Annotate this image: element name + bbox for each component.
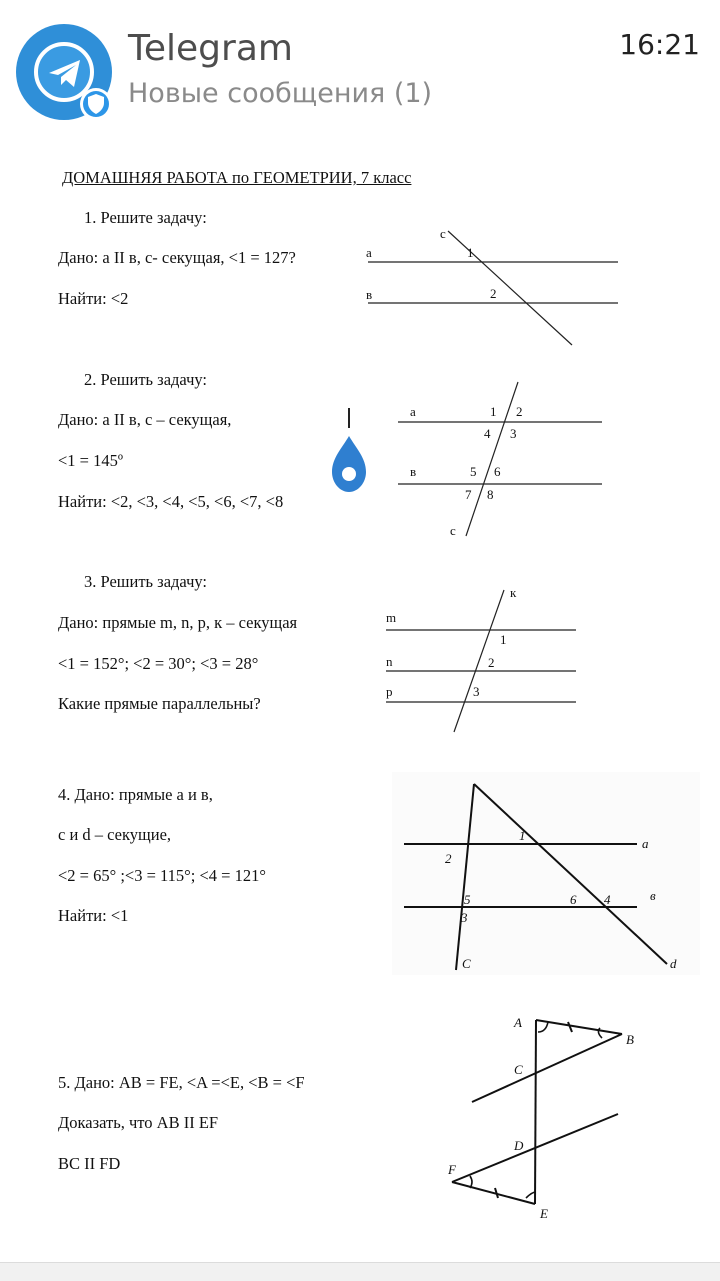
- task1-heading: 1. Решите задачу:: [84, 208, 207, 227]
- notification-subtitle: Новые сообщения (1): [128, 78, 433, 109]
- task2-label-4: 4: [484, 426, 491, 441]
- task1-label-2: 2: [490, 286, 497, 301]
- task4-label-b: в: [650, 888, 656, 903]
- task5-label-F: F: [448, 1162, 456, 1177]
- document-title: ДОМАШНЯЯ РАБОТА по ГЕОМЕТРИИ, 7 класс: [62, 168, 412, 187]
- notification-time: 16:21: [619, 28, 700, 61]
- task2-label-6: 6: [494, 464, 501, 479]
- notification-app-name: Telegram: [128, 28, 293, 69]
- task4-secants: с и d – секущие,: [58, 825, 172, 844]
- task2-label-a: а: [410, 404, 416, 419]
- task4-label-2: 2: [445, 851, 452, 866]
- task3-label-n: n: [386, 654, 393, 669]
- task5-line-ae: [535, 1020, 536, 1204]
- task3-question: Какие прямые параллельны?: [58, 694, 261, 713]
- task2-given: Дано: а II в, с – секущая,: [58, 410, 232, 429]
- task4-given: 4. Дано: прямые а и в,: [58, 785, 213, 804]
- homework-document: [0, 140, 720, 1260]
- task5-label-A: A: [514, 1015, 522, 1030]
- task5-line-ab: [536, 1020, 622, 1034]
- task3-figure: [380, 584, 590, 734]
- task1-label-a: а: [366, 245, 372, 260]
- task4-label-d: d: [670, 956, 677, 971]
- task2-angle: <1 = 145º: [58, 451, 123, 470]
- task3-label-k: к: [510, 585, 517, 600]
- task2-label-3: 3: [510, 426, 517, 441]
- task4-figure: [392, 772, 702, 977]
- task3-label-1: 1: [500, 632, 507, 647]
- task2-figure: [390, 378, 610, 543]
- task4-label-5: 5: [464, 892, 471, 907]
- task3-heading: 3. Решить задачу:: [84, 572, 207, 591]
- task2-heading: 2. Решить задачу:: [84, 370, 207, 389]
- task5-label-B: B: [626, 1032, 634, 1047]
- task5-prove2: BC II FD: [58, 1154, 121, 1173]
- task2-find: Найти: <2, <3, <4, <5, <6, <7, <8: [58, 492, 284, 511]
- task1-given: Дано: а II в, с- секущая, <1 = 127?: [58, 248, 296, 267]
- task2-label-1: 1: [490, 404, 497, 419]
- task4-label-1: 1: [519, 828, 526, 843]
- task5-prove: Доказать, что AB II EF: [58, 1113, 219, 1132]
- task5-label-D: D: [514, 1138, 524, 1153]
- task4-label-3: 3: [461, 910, 468, 925]
- task5-line-fe: [452, 1182, 535, 1204]
- task5-figure: [440, 1002, 660, 1222]
- task5-given: 5. Дано: AB = FE, <A =<E, <B = <F: [58, 1073, 305, 1092]
- task4-angles: <2 = 65° ;<3 = 115°; <4 = 121°: [58, 866, 266, 885]
- task3-angles: <1 = 152°; <2 = 30°; <3 = 28°: [58, 654, 259, 673]
- task2-label-7: 7: [465, 487, 472, 502]
- drop-pin-icon[interactable]: [330, 408, 370, 498]
- task3-given: Дано: прямые m, n, p, к – секущая: [58, 613, 298, 632]
- notification-banner[interactable]: [0, 0, 720, 140]
- task4-label-a: a: [642, 836, 649, 851]
- task1-label-b: в: [366, 287, 373, 302]
- task1-label-1: 1: [467, 245, 474, 260]
- task2-label-c: с: [450, 523, 456, 538]
- task2-label-8: 8: [487, 487, 494, 502]
- task3-label-2: 2: [488, 655, 495, 670]
- task3-label-m: m: [386, 610, 397, 625]
- task2-label-2: 2: [516, 404, 523, 419]
- task4-find: Найти: <1: [58, 906, 129, 925]
- task5-label-C: C: [514, 1062, 523, 1077]
- bottom-bar: [0, 1262, 720, 1281]
- task5-label-E: E: [540, 1206, 548, 1221]
- shield-icon: [80, 88, 112, 120]
- task3-secant-k: [454, 590, 504, 732]
- task1-find: Найти: <2: [58, 289, 129, 308]
- task2-label-5: 5: [470, 464, 477, 479]
- task3-label-3: 3: [473, 684, 480, 699]
- task1-label-c: с: [440, 226, 446, 241]
- task4-label-6: 6: [570, 892, 577, 907]
- task5-line-bc: [472, 1034, 622, 1102]
- task2-label-b: в: [410, 464, 417, 479]
- task3-label-p: p: [386, 684, 393, 699]
- task4-label-4: 4: [604, 892, 611, 907]
- task1-figure: [360, 226, 630, 351]
- task4-label-c: C: [462, 956, 471, 971]
